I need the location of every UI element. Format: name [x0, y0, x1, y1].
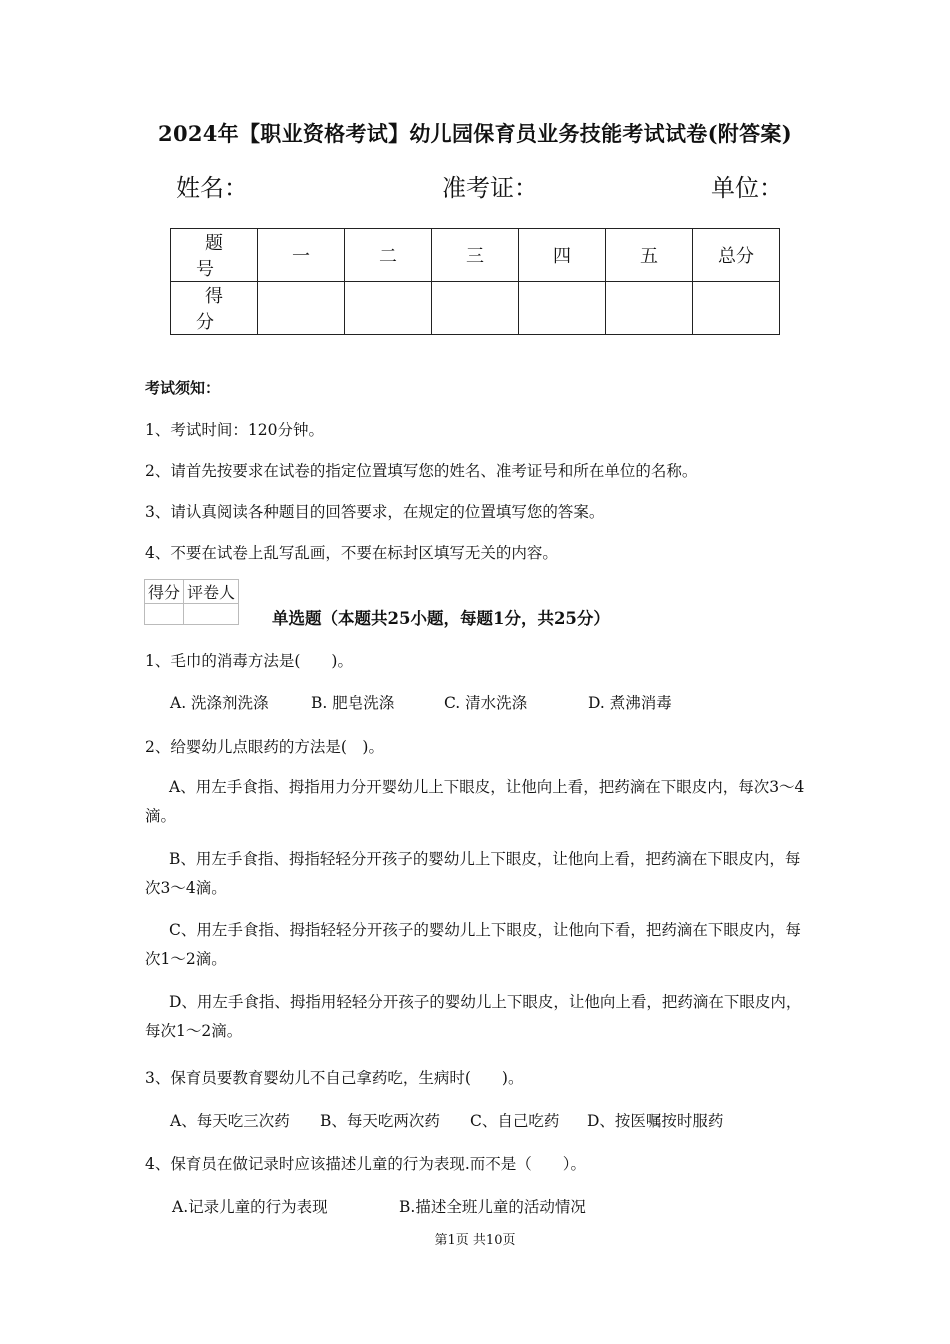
- question-option: C、用左手食指、拇指轻轻分开孩子的婴幼儿上下眼皮，让他向下看，把药滴在下眼皮内，每次1～2滴。: [145, 921, 801, 968]
- name-field-label: 姓名：: [176, 174, 248, 202]
- question-option: B、用左手食指、拇指轻轻分开孩子的婴幼儿上下眼皮，让他向上看，把药滴在下眼皮内，每次3～4滴。: [145, 850, 801, 897]
- exam-number-field-label: 准考证：: [442, 174, 538, 202]
- question-option: D. 煮沸消毒: [588, 694, 672, 712]
- question-option: C. 清水洗涤: [444, 694, 528, 712]
- question-option: B.描述全班儿童的活动情况: [399, 1198, 586, 1216]
- grader-box-grader-cell[interactable]: [184, 604, 239, 625]
- question-stem: 2、给婴幼儿点眼药的方法是( )。: [145, 738, 384, 756]
- score-table-header-cell: 三: [432, 229, 519, 282]
- score-cell[interactable]: [345, 282, 432, 335]
- question-option: B、每天吃两次药: [320, 1112, 440, 1130]
- notice-item: 4、不要在试卷上乱写乱画，不要在标封区填写无关的内容。: [145, 544, 558, 562]
- score-cell[interactable]: [258, 282, 345, 335]
- score-table-header-cell: 五: [606, 229, 693, 282]
- question-stem: 4、保育员在做记录时应该描述儿童的行为表现.而不是（ ）。: [145, 1155, 587, 1173]
- question-stem: 3、保育员要教育婴幼儿不自己拿药吃，生病时( )。: [145, 1069, 524, 1087]
- question-option: C、自己吃药: [470, 1112, 560, 1130]
- grader-box: [144, 579, 239, 625]
- notice-item: 3、请认真阅读各种题目的回答要求，在规定的位置填写您的答案。: [145, 503, 605, 521]
- section-title: 单选题（本题共25小题，每题1分，共25分）: [272, 609, 610, 628]
- question-option: B. 肥皂洗涤: [311, 694, 395, 712]
- question-stem: 1、毛巾的消毒方法是( )。: [145, 652, 353, 670]
- score-table-score-row: [171, 282, 780, 335]
- question-option: A、每天吃三次药: [170, 1112, 290, 1130]
- question-option: A. 洗涤剂洗涤: [170, 694, 269, 712]
- question-option: A、用左手食指、拇指用力分开婴幼儿上下眼皮，让他向上看，把药滴在下眼皮内，每次3～4滴。: [145, 778, 805, 825]
- score-table-header-cell: 二: [345, 229, 432, 282]
- question-option: D、用左手食指、拇指用轻轻分开孩子的婴幼儿上下眼皮，让他向上看，把药滴在下眼皮内，每次1～2滴。: [145, 993, 802, 1040]
- score-table-header-cell: 总分: [693, 229, 780, 282]
- score-table-header-cell: 题号: [171, 229, 258, 282]
- notice-item: 1、考试时间：120分钟。: [145, 421, 324, 439]
- score-cell[interactable]: [606, 282, 693, 335]
- grader-box-score-cell[interactable]: [145, 604, 184, 625]
- grader-box-grader-label: 评卷人: [184, 580, 239, 604]
- score-cell[interactable]: [519, 282, 606, 335]
- score-cell[interactable]: [432, 282, 519, 335]
- score-cell[interactable]: [693, 282, 780, 335]
- unit-field-label: 单位：: [711, 174, 783, 202]
- score-table: [170, 228, 780, 335]
- exam-title: 2024年【职业资格考试】幼儿园保育员业务技能考试试卷(附答案): [158, 121, 792, 146]
- question-option: A.记录儿童的行为表现: [172, 1198, 328, 1216]
- grader-box-score-label: 得分: [145, 580, 184, 604]
- score-table-score-label: 得分: [171, 282, 258, 335]
- score-table-header-cell: 四: [519, 229, 606, 282]
- score-table-header-row: [171, 229, 780, 282]
- notice-heading: 考试须知：: [145, 379, 221, 397]
- score-table-header-cell: 一: [258, 229, 345, 282]
- notice-item: 2、请首先按要求在试卷的指定位置填写您的姓名、准考证号和所在单位的名称。: [145, 462, 698, 480]
- page-footer: 第1页 共10页: [434, 1233, 516, 1248]
- question-option: D、按医嘱按时服药: [587, 1112, 724, 1130]
